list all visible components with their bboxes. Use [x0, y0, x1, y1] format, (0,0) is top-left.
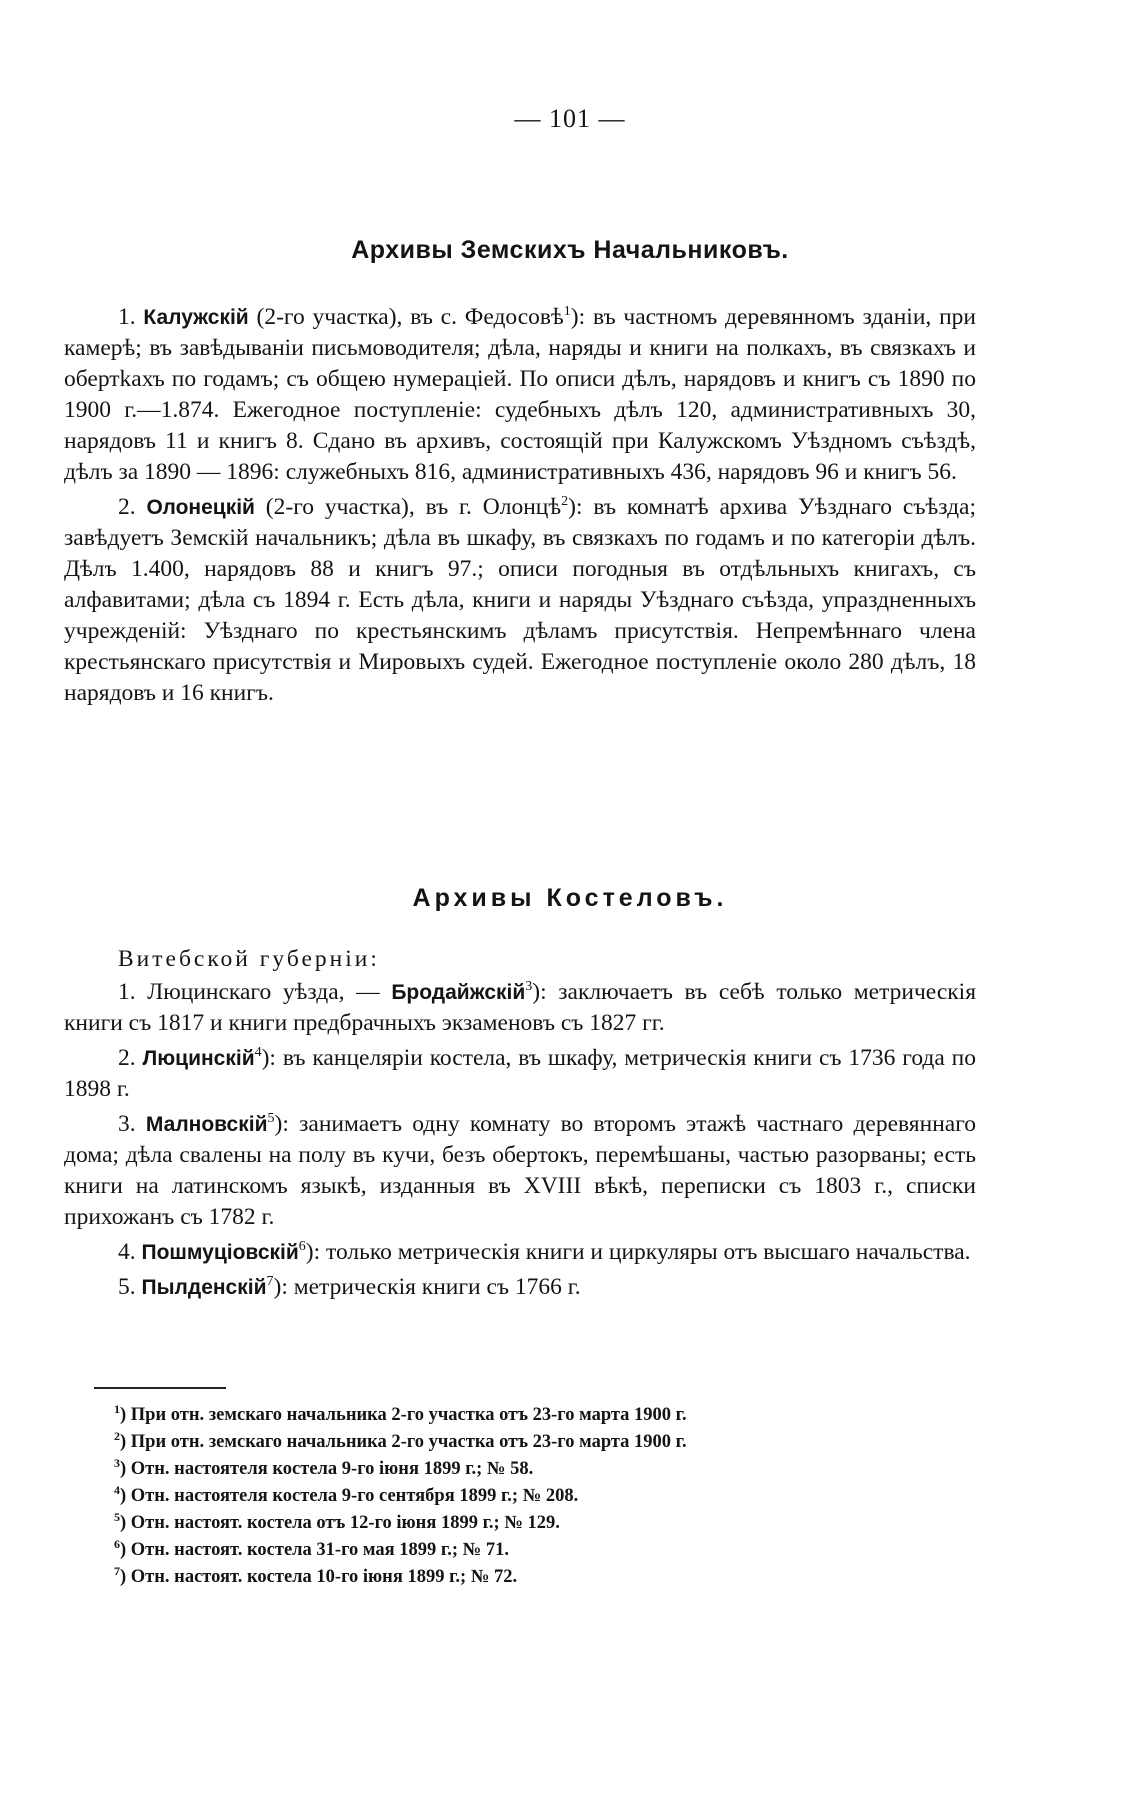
footnote-ref[interactable]: 4 [254, 1045, 262, 1061]
footnote [114, 1537, 954, 1564]
entry-prefix: (2-го участка), въ с. Федосовѣ [256, 304, 564, 330]
footnote-mark: 1 [114, 1401, 120, 1416]
entry-paragraph [64, 1272, 976, 1303]
entry-paragraph [64, 492, 976, 709]
entry-number: 5. [118, 1274, 136, 1300]
entry-text: ): въ частномъ деревянномъ зданіи, при камерѣ; въ завѣдываніи письмоводителя; дѣла, наряды и книги на полкахъ, въ связкахъ и обертkахъ по годамъ; съ общею нумераціей. По описи дѣлъ, нарядовъ и книгъ съ 1890 по 1900 г.—1.874. Ежегодное поступленіе: судебныхъ дѣлъ 120, административныхъ 30, нарядовъ 11 и книгъ 8. Сдано въ архивъ, состоящій при Калужскомъ Уѣздномъ съѣздѣ, дѣлъ за 1890 — 1896: служебныхъ 816, административныхъ 436, нарядовъ 96 и книгъ 56. [64, 304, 976, 485]
entry-paragraph [64, 302, 976, 488]
entry-number: 3. [118, 1111, 136, 1137]
footnote [114, 1483, 954, 1510]
entry-name: Олонецкій [146, 496, 255, 519]
footnote-mark: 3 [114, 1455, 120, 1470]
entry-text: ): въ комнатѣ архива Уѣзднаго съѣзда; завѣдуетъ Земскій начальникъ; дѣла въ шкафу, въ связкахъ по годамъ и по категоріи дѣлъ. Дѣлъ 1.400, нарядовъ 88 и книгъ 97.; описи погодныя въ отдѣльныхъ книгахъ, съ алфавитами; дѣла съ 1894 г. Есть дѣла, книги и наряды Уѣзднаго съѣзда, упраздненныхъ учрежденій: Уѣзднаго по крестьянскимъ дѣламъ присутствія. Непремѣннаго члена крестьянскаго присутствія и Мировыхъ судей. Ежегодное поступленіе около 280 дѣлъ, 18 нарядовъ и 16 книгъ. [64, 494, 977, 706]
entry-number: 1. [118, 979, 136, 1005]
footnote-mark: 2 [114, 1428, 120, 1443]
footnote-text: ) Отн. настоят. костела отъ 12-го іюня 1899 г.; № 129. [120, 1513, 560, 1533]
footnote-mark: 6 [114, 1536, 120, 1551]
subheading-vitebsk: Витебской губерніи: [118, 946, 380, 972]
entry-number: 2. [118, 494, 136, 520]
entry-paragraph [64, 977, 976, 1039]
entry-text: ): метрическія книги съ 1766 г. [273, 1274, 581, 1300]
entry-name: Калужскій [143, 306, 249, 329]
footnote [114, 1564, 954, 1591]
entry-paragraph [64, 1237, 976, 1268]
entry-name: Бродайжскій [391, 981, 526, 1004]
footnote-text: ) При отн. земскаго начальника 2-го участка отъ 23-го марта 1900 г. [120, 1405, 687, 1425]
entry-name: Малновскій [145, 1113, 268, 1136]
footnote-ref[interactable]: 3 [525, 979, 533, 995]
footnote-divider [94, 1387, 226, 1389]
footnote [114, 1456, 954, 1483]
entry-name: Пылденскій [141, 1276, 267, 1299]
entry-number: 4. [118, 1239, 136, 1265]
section-heading-kostely: Архивы Костеловъ. [412, 884, 728, 912]
footnote-mark: 5 [114, 1509, 120, 1524]
footnote-text: ) Отн. настоят. костела 10-го іюня 1899 г.; № 72. [120, 1567, 518, 1587]
footnote-text: ) Отн. настоятеля костела 9-го іюня 1899 г.; № 58. [120, 1459, 534, 1479]
entry-name: Люцинскій [142, 1047, 255, 1070]
entry-name: Пошмуціовскій [141, 1241, 299, 1264]
footnote-ref[interactable]: 5 [267, 1111, 275, 1127]
entry-number: 2. [118, 1045, 136, 1071]
footnote-ref[interactable]: 6 [298, 1239, 306, 1255]
footnote-ref[interactable]: 1 [563, 304, 571, 320]
footnote-ref[interactable]: 7 [266, 1274, 274, 1290]
entry-text: ): въ канцеляріи костела, въ шкафу, метрическія книги съ 1736 года по 1898 г. [64, 1045, 977, 1102]
entry-prefix: Люцинскаго уѣзда, — [147, 979, 380, 1005]
footnote [114, 1402, 954, 1429]
footnote-text: ) При отн. земскаго начальника 2-го участка отъ 23-го марта 1900 г. [120, 1432, 687, 1452]
entry-prefix: (2-го участка), въ г. Олонцѣ [265, 494, 562, 520]
entry-paragraph [64, 1109, 976, 1233]
section-body-zemskie [64, 302, 976, 709]
footnotes-block [114, 1402, 954, 1591]
entry-paragraph [64, 1043, 976, 1105]
footnote [114, 1429, 954, 1456]
page-number: — 101 — [514, 104, 626, 133]
entry-number: 1. [118, 304, 136, 330]
entry-text: ): заключаетъ въ себѣ только метрическія книги съ 1817 и книги предбрачныхъ экзаменовъ съ 1827 гг. [64, 979, 977, 1036]
footnote-text: ) Отн. настоятеля костела 9-го сентября 1899 г.; № 208. [120, 1486, 579, 1506]
section-heading-zemskie: Архивы Земскихъ Начальниковъ. [351, 236, 789, 264]
footnote-ref[interactable]: 2 [561, 494, 569, 510]
section-body-kostely [64, 944, 976, 1303]
footnote [114, 1510, 954, 1537]
entry-text: ): занимаетъ одну комнату во второмъ этажѣ частнаго деревяннаго дома; дѣла свалены на полу въ кучи, безъ обертокъ, перемѣшаны, частью разорваны; есть книги на латинскомъ языкѣ, изданныя въ XVIII вѣкѣ, переписки съ 1803 г., списки прихожанъ съ 1782 г. [64, 1111, 977, 1230]
footnote-mark: 7 [114, 1563, 120, 1578]
entry-text: ): только метрическія книги и циркуляры отъ высшаго начальства. [305, 1239, 971, 1265]
footnote-text: ) Отн. настоят. костела 31-го мая 1899 г.; № 71. [120, 1540, 509, 1560]
footnote-mark: 4 [114, 1482, 120, 1497]
